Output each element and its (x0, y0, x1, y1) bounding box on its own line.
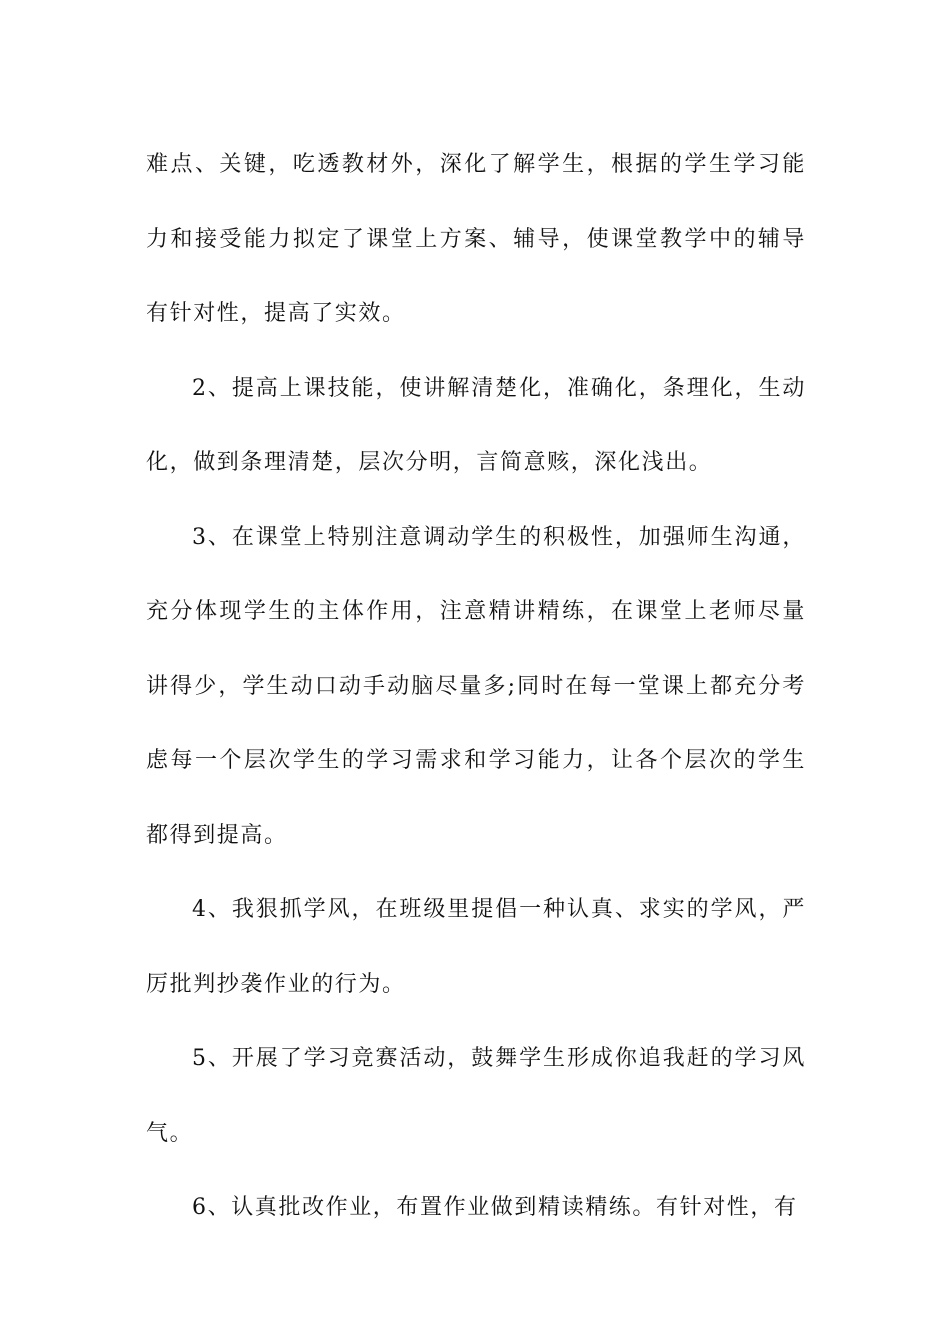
paragraph-item-3: 3、在课堂上特别注意调动学生的积极性，加强师生沟通，充分体现学生的主体作用，注意精讲精练，在课堂上老师尽量讲得少，学生动口动手动脑尽量多;同时在每一堂课上都充分考虑每一个层次学生的学习需求和学习能力，让各个层次的学生都得到提高。 (146, 524, 806, 848)
paragraph-item-4: 4、我狠抓学风，在班级里提倡一种认真、求实的学风，严厉批判抄袭作业的行为。 (146, 897, 806, 997)
paragraph-continuation: 难点、关键，吃透教材外，深化了解学生，根据的学生学习能力和接受能力拟定了课堂上方案、辅导，使课堂教学中的辅导有针对性，提高了实效。 (146, 152, 806, 326)
paragraph-item-2: 2、提高上课技能，使讲解清楚化，准确化，条理化，生动化，做到条理清楚，层次分明，言简意赅，深化浅出。 (146, 375, 806, 475)
paragraph-item-5: 5、开展了学习竞赛活动，鼓舞学生形成你追我赶的学习风气。 (146, 1046, 806, 1146)
paragraph-item-6: 6、认真批改作业，布置作业做到精读精练。有针对性，有 (192, 1195, 798, 1220)
document-body (146, 128, 806, 1246)
